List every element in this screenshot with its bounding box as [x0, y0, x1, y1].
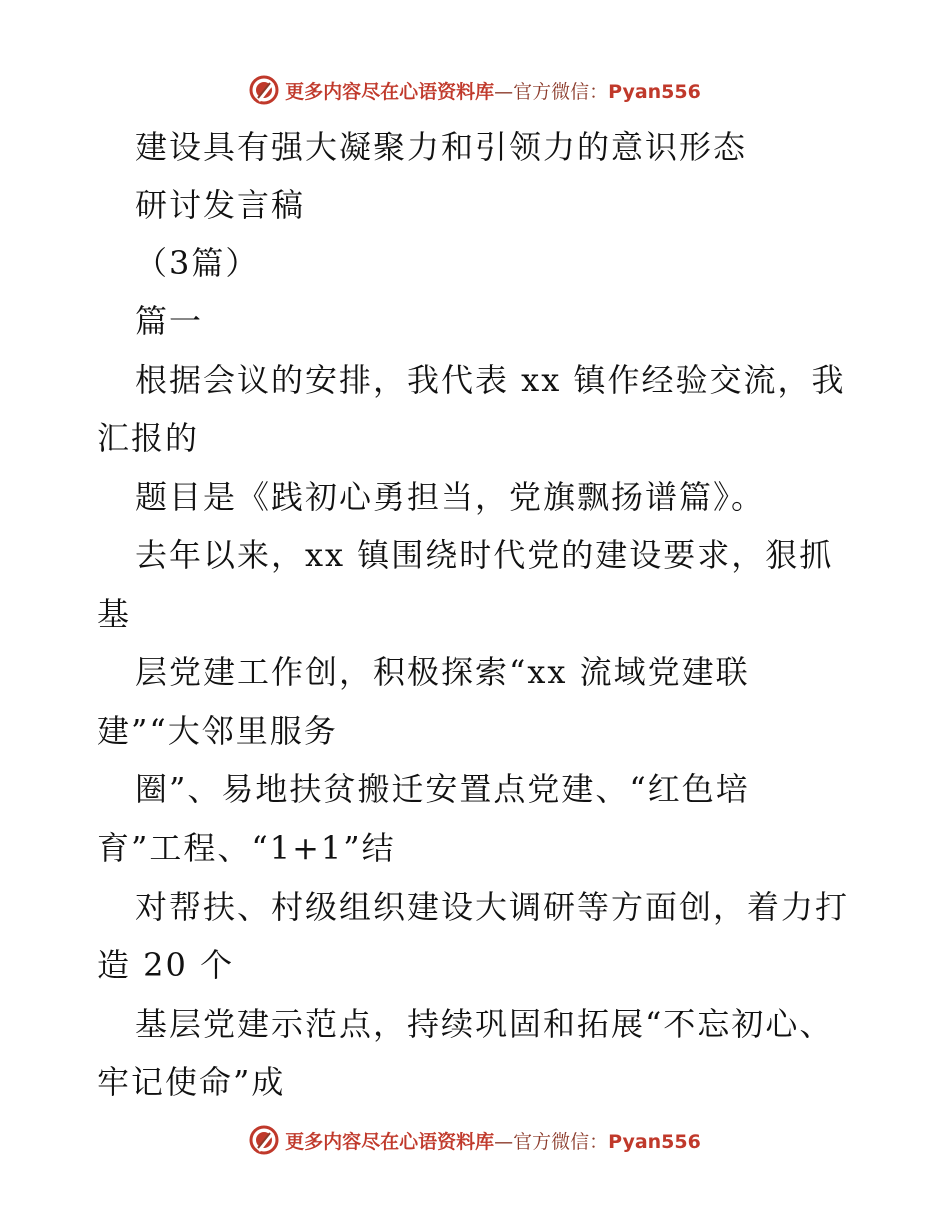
banner-separator-text: —官方微信： — [494, 80, 609, 103]
paragraph-line: 对帮扶、村级组织建设大调研等方面创，着力打 — [135, 888, 850, 926]
banner-separator-text: —官方微信： — [494, 1130, 609, 1153]
header-watermark — [0, 70, 950, 110]
paragraph-line: 牢记使命”成 — [97, 1063, 286, 1101]
paragraph-line: 题目是《践初心勇担当，党旗飘扬谱篇》。 — [135, 478, 766, 516]
paragraph-line: 造 20 个 — [97, 946, 235, 984]
paragraph-line: 层党建工作创，积极探索“xx 流域党建联 — [135, 653, 750, 691]
banner-main-text: 更多内容尽在心语资料库 — [285, 80, 495, 103]
paragraph-line: 基层党建示范点，持续巩固和拓展“不忘初心、 — [135, 1005, 834, 1043]
paragraph-line: 汇报的 — [97, 419, 200, 457]
title-line-1: 建设具有强大凝聚力和引领力的意识形态 — [135, 128, 748, 166]
banner-wechat-id: Pyan556 — [608, 80, 701, 103]
paragraph-line: 圈”、易地扶贫搬迁安置点党建、“红色培 — [135, 770, 750, 808]
banner-wechat-id: Pyan556 — [608, 1130, 701, 1153]
title-line-2: 研讨发言稿 — [135, 186, 306, 224]
paragraph-line: 根据会议的安排，我代表 xx 镇作经验交流，我 — [135, 361, 846, 399]
footer-watermark — [0, 1120, 950, 1160]
paragraph-line: 育”工程、“1+1”结 — [97, 829, 396, 867]
paragraph-line: 去年以来，xx 镇围绕时代党的建设要求，狠抓 — [135, 536, 834, 574]
paragraph-line: 建”“大邻里服务 — [97, 712, 338, 750]
paragraph-line: 基 — [97, 595, 132, 633]
pen-seal-icon — [249, 1125, 279, 1155]
section-heading: 篇一 — [135, 302, 204, 340]
banner-main-text: 更多内容尽在心语资料库 — [285, 1130, 495, 1153]
article-count: （3篇） — [135, 244, 260, 282]
pen-seal-icon — [249, 75, 279, 105]
